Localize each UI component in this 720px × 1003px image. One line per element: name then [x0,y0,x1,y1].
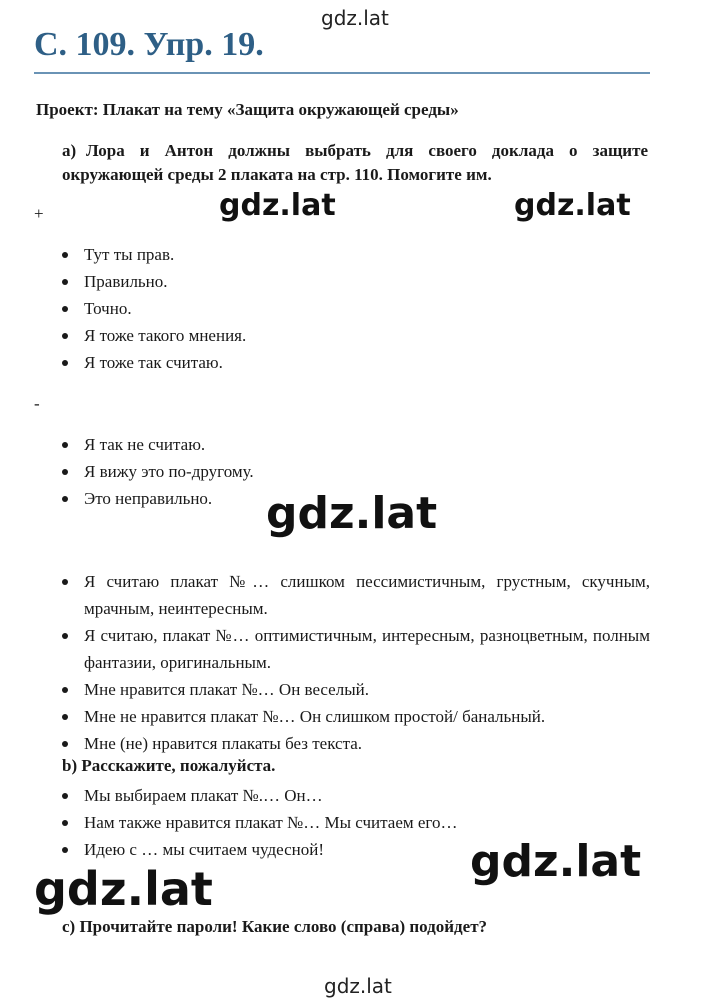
watermark-lower-left: gdz.lat [34,862,213,916]
page-title: С. 109. Упр. 19. [34,26,264,63]
section-b-list [60,782,457,863]
list-item: Мне (не) нравится плакаты без текста. [60,730,650,757]
section-c-heading: c) Прочитайте пароли! Какие слово (справа) подойдет? [62,917,488,936]
agree-list [60,241,246,376]
list-item: Нам также нравится плакат №… Мы считаем его… [60,809,457,836]
list-item: Я тоже так считаю. [60,349,246,376]
section-a-label: a) [62,141,77,160]
disagree-list [60,431,254,512]
watermark-top: gdz.lat [321,6,389,30]
list-item: Я считаю плакат №… слишком пессимистичным, грустным, скучным, мрачным, неинтересным. [60,568,650,622]
section-a-paragraph [62,139,648,187]
list-item: Мне нравится плакат №… Он веселый. [60,676,650,703]
list-item: Я считаю, плакат №… оптимистичным, интересным, разноцветным, полным фантазии, оригинальным. [60,622,650,676]
watermark-lower-right: gdz.lat [470,836,642,887]
list-item: Тут ты прав. [60,241,246,268]
plus-sign: + [34,204,44,223]
watermark-middle: gdz.lat [266,488,438,539]
list-item: Это неправильно. [60,485,254,512]
section-b-heading: b) Расскажите, пожалуйста. [62,756,276,775]
list-item: Точно. [60,295,246,322]
minus-sign: - [34,394,40,413]
watermark-bottom: gdz.lat [324,974,392,998]
title-divider [34,72,650,74]
list-item: Я так не считаю. [60,431,254,458]
project-heading: Проект: Плакат на тему «Защита окружающей среды» [36,100,459,119]
list-item: Я тоже такого мнения. [60,322,246,349]
opinion-list [60,568,650,757]
list-item: Мне не нравится плакат №… Он слишком простой/ банальный. [60,703,650,730]
list-item: Мы выбираем плакат №.… Он… [60,782,457,809]
watermark-row-right: gdz.lat [510,188,635,223]
list-item: Правильно. [60,268,246,295]
list-item: Я вижу это по-другому. [60,458,254,485]
watermark-row-left: gdz.lat [215,188,340,223]
list-item: Идею с … мы считаем чудесной! [60,836,457,863]
section-a-text: Лора и Антон должны выбрать для своего доклада о защите окружающей среды 2 плаката на стр. 110. Помогите им. [62,141,648,184]
